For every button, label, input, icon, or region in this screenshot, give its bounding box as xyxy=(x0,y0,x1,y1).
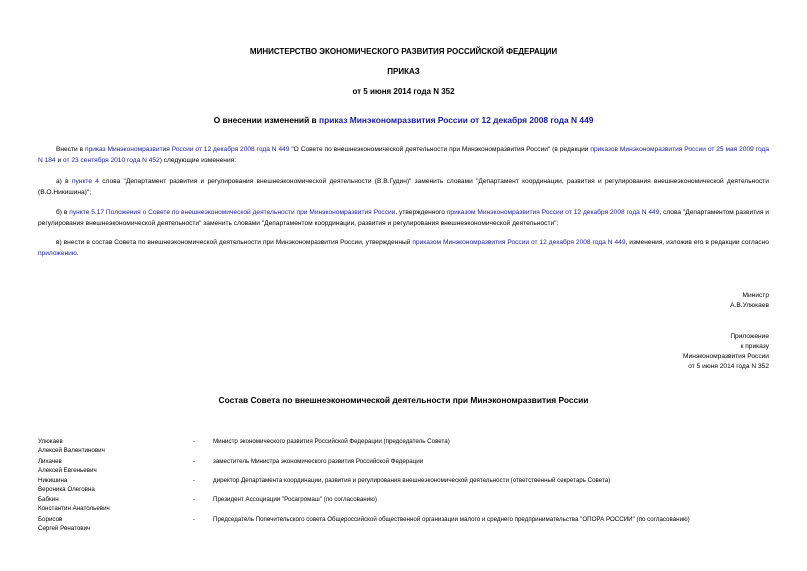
member-position: Председатель Попечительского совета Общероссийской общественной организации малого и среднего предпринимательства "ОПОРА РОССИИ" (по согласованию) xyxy=(213,516,690,523)
signature-name: А.В.Улюкаев xyxy=(730,302,769,309)
item-c-paragraph: в) внести в состав Совета по внешнеэкономической деятельности при Минэкономразвития России, утвержденный приказом Минэкономразвития России от 12 декабря 2008 года N 449, изменения, изложив его в редакции согласно приложению. xyxy=(38,239,769,257)
member-position: Президент Ассоциации "Росагромаш" (по согласованию) xyxy=(213,496,377,503)
member-position: директор Департамента координации, развития и регулирования внешнеэкономической деятельности (ответственный секретарь Совета) xyxy=(213,477,611,484)
appendix-link[interactable]: приложению xyxy=(38,250,77,257)
member-dash: - xyxy=(193,477,196,484)
appendix-line-3: Минэкономразвития России xyxy=(683,353,769,360)
order-449-link-c[interactable]: приказом Минэкономразвития России от 12 декабря 2008 года N 449 xyxy=(412,239,626,246)
member-surname: Никишина xyxy=(38,477,68,484)
member-surname: Бабкин xyxy=(38,496,59,503)
member-given-name: Алексей Евгеньевич xyxy=(38,467,97,474)
member-dash: - xyxy=(193,516,196,523)
intro-paragraph: Внести в приказ Минэкономразвития России от 12 декабря 2008 года N 449 "О Совете по внешнеэкономической деятельности при Минэкономразвития России" (в редакции приказов Минэкономразвития России от 25 мая 2009 года N 184 и от 23 сентября 2010 года N 452) следующие изменения: xyxy=(38,146,769,164)
appendix-reference xyxy=(683,332,769,372)
appendix-line-2: к приказу xyxy=(740,343,769,350)
item-b-paragraph: б) в пункте 5.17 Положения о Совете по внешнеэкономической деятельности при Минэкономразвития России, утвержденного приказом Минэкономразвития России от 12 декабря 2008 года N 449, слова "Департаментом развития и регулирования внешнеэкономической деятельности" заменить словами "Департаментом координации, развития и регулирования внешнеэкономической деятельности"; xyxy=(38,209,769,227)
appendix-line-4: от 5 июня 2014 года N 352 xyxy=(688,363,769,370)
member-surname: Улюкаев xyxy=(38,438,63,445)
ministry-heading: МИНИСТЕРСТВО ЭКОНОМИЧЕСКОГО РАЗВИТИЯ РОССИЙСКОЙ ФЕДЕРАЦИИ xyxy=(249,47,558,56)
member-dash: - xyxy=(193,438,196,445)
order-452-link[interactable]: от 23 сентября 2010 года N 452 xyxy=(62,157,160,164)
title-order-link[interactable]: приказ Минэкономразвития России от 12 декабря 2008 года N 449 xyxy=(319,115,594,125)
point-5-17-link[interactable]: пункте 5.17 Положения о Совете по внешнеэкономической деятельности при Минэкономразвития России xyxy=(69,209,396,216)
member-surname: Лихачев xyxy=(38,458,62,465)
council-title: Состав Совета по внешнеэкономической деятельности при Минэкономразвития России xyxy=(218,395,589,405)
member-position: заместитель Министра экономического развития Российской Федерации xyxy=(213,458,424,465)
order-184-link[interactable]: приказов Минэкономразвития России от 25 мая 2009 года N 184 xyxy=(38,146,769,164)
member-surname: Борисов xyxy=(38,516,63,523)
member-given-name: Константин Анатольевич xyxy=(38,505,110,512)
signature-position: Министр xyxy=(742,292,769,299)
doc-type-heading: ПРИКАЗ xyxy=(387,67,420,76)
point-4-link[interactable]: пункте 4 xyxy=(71,178,99,185)
order-449-link[interactable]: приказ Минэкономразвития России от 12 декабря 2008 года N 449 xyxy=(85,146,290,153)
member-given-name: Вероника Олеговна xyxy=(38,486,95,493)
member-given-name: Алексей Валентинович xyxy=(38,447,105,454)
item-a-paragraph: а) в пункте 4 слова "Департамент развития и регулирования внешнеэкономической деятельности (В.В.Гудин)" заменить словами "Департамент координации, развития и регулирования внешнеэкономической деятельности (В.О.Никишина)"; xyxy=(38,178,769,196)
member-dash: - xyxy=(193,458,196,465)
order-449-link-b[interactable]: приказом Минэкономразвития России от 12 декабря 2008 года N 449 xyxy=(446,209,660,216)
doc-title: О внесении изменений в приказ Минэкономразвития России от 12 декабря 2008 года N 449 xyxy=(213,115,594,125)
member-given-name: Сергей Ренатович xyxy=(38,525,91,532)
member-dash: - xyxy=(193,496,196,503)
appendix-line-1: Приложение xyxy=(730,333,769,340)
doc-date: от 5 июня 2014 года N 352 xyxy=(352,87,455,96)
signature-block xyxy=(730,291,769,311)
member-position: Министр экономического развития Российской Федерации (председатель Совета) xyxy=(213,438,450,445)
